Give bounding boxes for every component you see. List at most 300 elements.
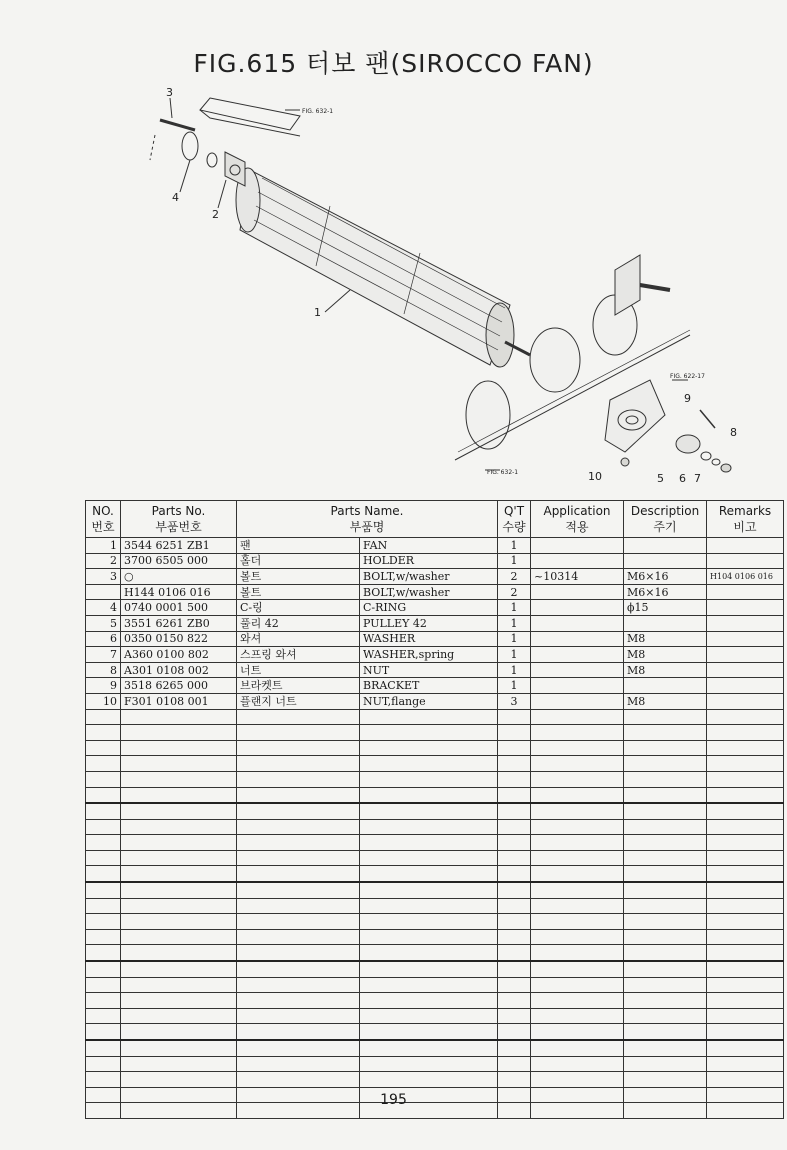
empty-row (86, 803, 784, 819)
empty-cell (707, 1072, 784, 1088)
empty-cell (86, 945, 121, 961)
empty-cell (360, 756, 498, 772)
callout-5: 5 (657, 472, 664, 485)
cell-remarks (707, 584, 784, 600)
cell-name-ko: 스프링 와셔 (237, 647, 360, 663)
empty-cell (121, 835, 237, 851)
cell-name-ko: 너트 (237, 662, 360, 678)
empty-cell (531, 961, 624, 977)
empty-cell (531, 1072, 624, 1088)
empty-cell (498, 819, 531, 835)
cell-qty: 3 (498, 693, 531, 709)
table-row (86, 647, 784, 663)
cell-part-no: A301 0108 002 (121, 662, 237, 678)
empty-cell (237, 1040, 360, 1056)
table-row (86, 631, 784, 647)
empty-cell (707, 709, 784, 725)
cell-no (86, 584, 121, 600)
empty-cell (498, 1056, 531, 1072)
cell-description (624, 553, 707, 569)
empty-cell (624, 914, 707, 930)
empty-cell (121, 961, 237, 977)
cell-name-ko: 플랜지 너트 (237, 693, 360, 709)
empty-row (86, 898, 784, 914)
empty-cell (237, 1072, 360, 1088)
cell-qty: 1 (498, 538, 531, 554)
empty-cell (86, 803, 121, 819)
empty-cell (360, 961, 498, 977)
ref-fig-632-1-bottom: FIG. 632-1 (487, 469, 519, 476)
empty-cell (498, 1072, 531, 1088)
ref-fig-632-1-top: FIG. 632-1 (302, 108, 334, 115)
empty-cell (498, 882, 531, 898)
empty-cell (498, 1024, 531, 1040)
empty-cell (498, 977, 531, 993)
empty-cell (707, 850, 784, 866)
empty-cell (86, 771, 121, 787)
empty-cell (531, 819, 624, 835)
empty-cell (121, 993, 237, 1009)
empty-cell (86, 709, 121, 725)
empty-cell (624, 835, 707, 851)
cell-no: 8 (86, 662, 121, 678)
cell-remarks: H104 0106 016 (707, 569, 784, 585)
cell-name-ko: 홀더 (237, 553, 360, 569)
cell-application (531, 631, 624, 647)
empty-cell (237, 835, 360, 851)
empty-cell (624, 740, 707, 756)
cell-remarks (707, 693, 784, 709)
cell-part-no: ○ (121, 569, 237, 585)
cell-name-ko: 팬 (237, 538, 360, 554)
empty-cell (86, 1024, 121, 1040)
empty-cell (360, 1024, 498, 1040)
cell-name-en: C-RING (360, 600, 498, 616)
empty-cell (531, 850, 624, 866)
empty-cell (121, 914, 237, 930)
empty-cell (624, 945, 707, 961)
empty-cell (86, 993, 121, 1009)
empty-cell (360, 945, 498, 961)
empty-cell (498, 929, 531, 945)
empty-cell (237, 850, 360, 866)
cell-qty: 1 (498, 615, 531, 631)
callout-7: 7 (694, 472, 701, 485)
empty-cell (531, 1056, 624, 1072)
empty-cell (360, 1056, 498, 1072)
header-parts-name: Parts Name. 부품명 (237, 501, 498, 538)
empty-cell (360, 835, 498, 851)
empty-cell (498, 850, 531, 866)
cell-no: 1 (86, 538, 121, 554)
empty-cell (498, 993, 531, 1009)
cell-name-en: NUT (360, 662, 498, 678)
empty-cell (121, 771, 237, 787)
empty-cell (86, 1072, 121, 1088)
empty-cell (86, 914, 121, 930)
empty-cell (237, 803, 360, 819)
cell-application (531, 615, 624, 631)
empty-cell (121, 1040, 237, 1056)
empty-cell (360, 866, 498, 882)
empty-cell (624, 771, 707, 787)
empty-cell (86, 850, 121, 866)
empty-cell (498, 866, 531, 882)
empty-cell (707, 803, 784, 819)
empty-cell (707, 1024, 784, 1040)
table-row (86, 569, 784, 585)
empty-cell (237, 898, 360, 914)
table-row (86, 615, 784, 631)
cell-application (531, 647, 624, 663)
empty-row (86, 819, 784, 835)
empty-cell (121, 977, 237, 993)
empty-cell (121, 709, 237, 725)
empty-cell (86, 787, 121, 803)
callout-9: 9 (684, 392, 691, 405)
callout-6: 6 (679, 472, 686, 485)
empty-cell (237, 993, 360, 1009)
empty-cell (360, 725, 498, 741)
cell-part-no: H144 0106 016 (121, 584, 237, 600)
cell-no: 6 (86, 631, 121, 647)
empty-cell (498, 898, 531, 914)
header-parts-no: Parts No. 부품번호 (121, 501, 237, 538)
callout-3: 3 (166, 86, 173, 99)
cell-name-en: HOLDER (360, 553, 498, 569)
empty-cell (707, 945, 784, 961)
empty-row (86, 725, 784, 741)
cell-qty: 1 (498, 647, 531, 663)
cell-description (624, 538, 707, 554)
cell-remarks (707, 678, 784, 694)
empty-row (86, 977, 784, 993)
cell-name-en: FAN (360, 538, 498, 554)
cell-description: M6×16 (624, 584, 707, 600)
cell-part-no: 3551 6261 ZB0 (121, 615, 237, 631)
empty-cell (237, 945, 360, 961)
empty-cell (237, 1056, 360, 1072)
cell-application (531, 662, 624, 678)
empty-cell (498, 709, 531, 725)
empty-cell (121, 756, 237, 772)
cell-name-en: BOLT,w/washer (360, 584, 498, 600)
cell-qty: 2 (498, 569, 531, 585)
empty-cell (237, 977, 360, 993)
empty-cell (531, 756, 624, 772)
empty-cell (624, 819, 707, 835)
empty-cell (237, 929, 360, 945)
cell-remarks (707, 553, 784, 569)
empty-cell (121, 1056, 237, 1072)
cell-no: 2 (86, 553, 121, 569)
empty-cell (86, 961, 121, 977)
empty-cell (121, 787, 237, 803)
empty-cell (498, 1008, 531, 1024)
empty-cell (707, 866, 784, 882)
cell-no: 3 (86, 569, 121, 585)
cell-no: 5 (86, 615, 121, 631)
empty-cell (237, 709, 360, 725)
empty-cell (707, 756, 784, 772)
empty-cell (707, 914, 784, 930)
empty-cell (624, 1024, 707, 1040)
cell-application (531, 584, 624, 600)
empty-cell (531, 725, 624, 741)
empty-cell (498, 914, 531, 930)
empty-cell (86, 756, 121, 772)
empty-cell (498, 945, 531, 961)
cell-qty: 1 (498, 553, 531, 569)
empty-cell (237, 771, 360, 787)
empty-cell (237, 1024, 360, 1040)
cell-description: M8 (624, 631, 707, 647)
table-row (86, 693, 784, 709)
empty-cell (531, 740, 624, 756)
empty-cell (86, 882, 121, 898)
empty-cell (121, 898, 237, 914)
empty-cell (498, 961, 531, 977)
cell-no: 9 (86, 678, 121, 694)
cell-description (624, 615, 707, 631)
empty-cell (237, 914, 360, 930)
empty-row (86, 1008, 784, 1024)
empty-cell (531, 1024, 624, 1040)
cell-name-ko: 와셔 (237, 631, 360, 647)
cell-description: M6×16 (624, 569, 707, 585)
header-application: Application 적용 (531, 501, 624, 538)
empty-cell (237, 819, 360, 835)
table-row (86, 584, 784, 600)
cell-name-en: WASHER (360, 631, 498, 647)
empty-cell (360, 1008, 498, 1024)
callout-10: 10 (588, 470, 602, 483)
header-remarks: Remarks 비고 (707, 501, 784, 538)
cell-application: ~10314 (531, 569, 624, 585)
empty-cell (707, 977, 784, 993)
empty-cell (624, 803, 707, 819)
empty-row (86, 961, 784, 977)
empty-row (86, 929, 784, 945)
empty-cell (86, 866, 121, 882)
empty-cell (360, 977, 498, 993)
empty-cell (624, 961, 707, 977)
empty-cell (237, 787, 360, 803)
empty-row (86, 1072, 784, 1088)
empty-cell (707, 725, 784, 741)
cell-remarks (707, 615, 784, 631)
empty-cell (86, 740, 121, 756)
cell-name-ko: 풀리 42 (237, 615, 360, 631)
empty-cell (498, 835, 531, 851)
empty-row (86, 1024, 784, 1040)
empty-row (86, 1040, 784, 1056)
table-row (86, 553, 784, 569)
empty-cell (360, 850, 498, 866)
cell-application (531, 553, 624, 569)
empty-cell (86, 929, 121, 945)
header-no: NO. 번호 (86, 501, 121, 538)
empty-cell (624, 709, 707, 725)
table-row (86, 538, 784, 554)
cell-part-no: 0350 0150 822 (121, 631, 237, 647)
cell-application (531, 538, 624, 554)
empty-cell (121, 866, 237, 882)
cell-description: M8 (624, 662, 707, 678)
empty-cell (360, 929, 498, 945)
page-title: FIG.615 터보 팬(SIROCCO FAN) (193, 49, 594, 78)
empty-row (86, 914, 784, 930)
cell-qty: 2 (498, 584, 531, 600)
empty-cell (360, 740, 498, 756)
page-number: 195 (380, 1092, 407, 1108)
cell-description: ϕ15 (624, 600, 707, 616)
cell-name-ko: C-링 (237, 600, 360, 616)
empty-cell (86, 1056, 121, 1072)
empty-cell (624, 993, 707, 1009)
cell-qty: 1 (498, 678, 531, 694)
empty-cell (707, 1056, 784, 1072)
empty-cell (498, 787, 531, 803)
empty-cell (121, 929, 237, 945)
parts-table (85, 500, 784, 1119)
callout-2: 2 (212, 208, 219, 221)
empty-cell (121, 725, 237, 741)
empty-cell (531, 945, 624, 961)
empty-cell (121, 803, 237, 819)
cell-name-ko: 브라켓트 (237, 678, 360, 694)
empty-cell (707, 1008, 784, 1024)
cell-name-en: BOLT,w/washer (360, 569, 498, 585)
cell-description: M8 (624, 647, 707, 663)
empty-cell (237, 866, 360, 882)
cell-qty: 1 (498, 631, 531, 647)
empty-cell (624, 1072, 707, 1088)
empty-cell (531, 1008, 624, 1024)
empty-cell (121, 740, 237, 756)
cell-name-en: NUT,flange (360, 693, 498, 709)
empty-cell (498, 725, 531, 741)
empty-cell (531, 771, 624, 787)
empty-cell (360, 1040, 498, 1056)
empty-cell (707, 740, 784, 756)
empty-cell (624, 1008, 707, 1024)
empty-cell (707, 882, 784, 898)
empty-cell (237, 740, 360, 756)
empty-row (86, 787, 784, 803)
cell-part-no: 3518 6265 000 (121, 678, 237, 694)
empty-cell (531, 866, 624, 882)
empty-cell (624, 756, 707, 772)
cell-application (531, 678, 624, 694)
empty-row (86, 993, 784, 1009)
cell-part-no: 3700 6505 000 (121, 553, 237, 569)
empty-cell (498, 756, 531, 772)
empty-cell (624, 977, 707, 993)
empty-cell (531, 914, 624, 930)
empty-cell (360, 819, 498, 835)
empty-row (86, 835, 784, 851)
empty-cell (498, 1040, 531, 1056)
empty-row (86, 1056, 784, 1072)
empty-cell (121, 945, 237, 961)
header-description: Description 주기 (624, 501, 707, 538)
empty-cell (531, 977, 624, 993)
empty-cell (86, 819, 121, 835)
cell-application (531, 600, 624, 616)
empty-cell (624, 882, 707, 898)
empty-cell (237, 961, 360, 977)
header-qty: Q'T 수량 (498, 501, 531, 538)
empty-cell (707, 835, 784, 851)
empty-row (86, 882, 784, 898)
empty-cell (707, 787, 784, 803)
empty-cell (360, 803, 498, 819)
empty-cell (121, 1024, 237, 1040)
empty-cell (624, 929, 707, 945)
empty-row (86, 756, 784, 772)
empty-cell (531, 929, 624, 945)
empty-cell (360, 882, 498, 898)
cell-name-ko: 볼트 (237, 584, 360, 600)
empty-cell (707, 1040, 784, 1056)
empty-cell (237, 1008, 360, 1024)
cell-name-ko: 볼트 (237, 569, 360, 585)
exploded-parts-diagram (0, 80, 787, 500)
empty-cell (707, 819, 784, 835)
empty-cell (707, 993, 784, 1009)
cell-remarks (707, 662, 784, 678)
cell-qty: 1 (498, 662, 531, 678)
empty-cell (624, 866, 707, 882)
cell-part-no: F301 0108 001 (121, 693, 237, 709)
empty-cell (707, 961, 784, 977)
empty-cell (360, 993, 498, 1009)
empty-cell (498, 771, 531, 787)
cell-name-en: BRACKET (360, 678, 498, 694)
empty-cell (624, 1056, 707, 1072)
empty-cell (531, 835, 624, 851)
empty-cell (86, 977, 121, 993)
empty-cell (531, 882, 624, 898)
empty-cell (531, 1040, 624, 1056)
cell-application (531, 693, 624, 709)
cell-name-en: PULLEY 42 (360, 615, 498, 631)
empty-cell (237, 725, 360, 741)
ref-fig-622-17: FIG. 622-17 (670, 373, 705, 380)
cell-description: M8 (624, 693, 707, 709)
cell-remarks (707, 538, 784, 554)
cell-description (624, 678, 707, 694)
empty-cell (624, 898, 707, 914)
empty-cell (86, 1008, 121, 1024)
cell-part-no: 0740 0001 500 (121, 600, 237, 616)
empty-cell (498, 740, 531, 756)
empty-cell (360, 898, 498, 914)
cell-no: 10 (86, 693, 121, 709)
empty-cell (121, 1008, 237, 1024)
callout-1: 1 (314, 306, 321, 319)
empty-cell (121, 882, 237, 898)
cell-remarks (707, 600, 784, 616)
empty-row (86, 771, 784, 787)
empty-cell (360, 914, 498, 930)
callout-8: 8 (730, 426, 737, 439)
empty-cell (237, 756, 360, 772)
table-row (86, 678, 784, 694)
empty-cell (624, 850, 707, 866)
cell-no: 4 (86, 600, 121, 616)
